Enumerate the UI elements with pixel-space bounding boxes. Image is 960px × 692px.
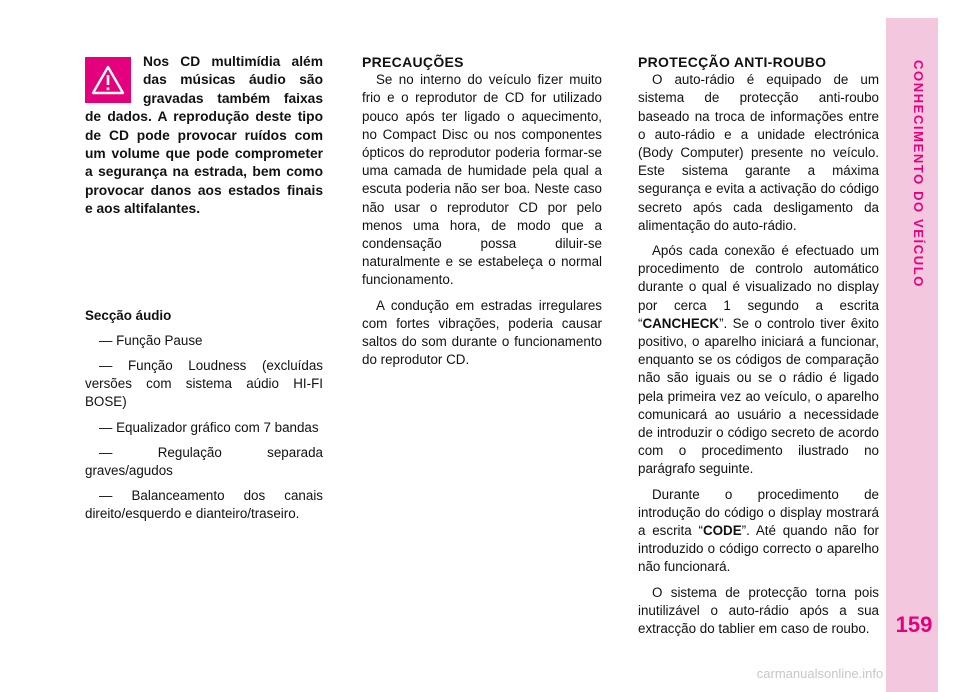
text-span: Durante o procedimento de introdução do código o display mostrará a escrita “ <box>638 486 879 539</box>
section-title: CONHECIMENTO DO VEÍCULO <box>911 60 926 288</box>
text-span: ”. Se o controlo tiver êxito positivo, o aparelho iniciará a funcionar, enquanto se os códigos de comparação não são iguais ou se o rádio é ligado pela primeira vez ao veículo, o aparelho comunicará ao usuário a necessidade de introduzir o código secreto de acordo com o procedimento ilustrado no parágrafo seguinte. <box>638 315 879 477</box>
code-display-text: CODE <box>702 523 742 539</box>
precautions-paragraph: A condução em estradas irregulares com fortes vibrações, poderia causar saltos do som durante o funcionamento do reprodutor CD. <box>362 297 602 368</box>
antitheft-paragraph-1: O auto-rádio é equipado de um sistema de protecção anti-roubo baseado na troca de informações entre o auto-rádio e a unidade electrónica (Body Computer) presente no veículo. Este sistema garante a máxima segurança e evita a activação do código secreto após cada desligamento da alimentação do auto-rádio. <box>638 72 879 233</box>
warning-triangle-icon <box>91 65 125 95</box>
audio-item: — Balanceamento dos canais direito/esquerdo e dianteiro/traseiro. <box>85 488 323 522</box>
antitheft-paragraph-4: O sistema de protecção torna pois inutilizável o auto-rádio após a sua extracção do tablier em caso de roubo. <box>638 584 879 637</box>
page-number: 159 <box>895 612 933 637</box>
text-span: ”. Até quando não for introduzido o código correcto o aparelho não funcionará. <box>638 523 879 575</box>
middle-column <box>362 53 602 369</box>
cancheck-code: CANCHECK <box>642 315 720 331</box>
audio-item: — Regulação separada graves/agudos <box>85 444 323 479</box>
precautions-heading: PRECAUÇÕES <box>362 54 464 70</box>
antitheft-paragraph-2 <box>638 242 879 479</box>
precautions-paragraph: Se no interno do veículo fizer muito frio e o reprodutor de CD for utilizado pouco após ter ligado o aquecimento, no Compact Disc ou nos componentes ópticos do reprodutor poderia formar-se uma camada de humidade pela qual a escuta poderia não ser boa. Neste caso não usar o reprodutor CD por pelo menos uma hora, de modo que a condensação possa diluir-se naturalmente e se estabeleça o normal funcionamento. <box>362 72 602 288</box>
audio-section-title: Secção áudio <box>85 307 172 323</box>
left-column <box>85 53 323 524</box>
warning-box <box>85 57 131 103</box>
right-column <box>638 53 879 638</box>
warning-text: Nos CD multimídia além das músicas áudio são gravadas também faixas de dados. A reprodução deste tipo de CD pode provocar ruídos com um volume que pode comprometer a segurança na estrada, bem como provocar danos aos estados finais e aos altifalantes. <box>85 54 323 217</box>
audio-item: — Função Pause <box>99 332 203 348</box>
watermark: carmanualsonline.info <box>756 666 884 681</box>
antitheft-heading: PROTECÇÃO ANTI-ROUBO <box>638 54 827 70</box>
text-span: Após cada conexão é efectuado um procedimento de controlo automático durante o qual é visualizado no display por cerca 1 segundo a escrita “ <box>638 243 879 331</box>
antitheft-paragraph-3 <box>638 486 879 577</box>
audio-item: — Função Loudness (excluídas versões com sistema aúdio HI-FI BOSE) <box>85 358 323 410</box>
audio-item: — Equalizador gráfico com 7 bandas <box>99 419 319 435</box>
